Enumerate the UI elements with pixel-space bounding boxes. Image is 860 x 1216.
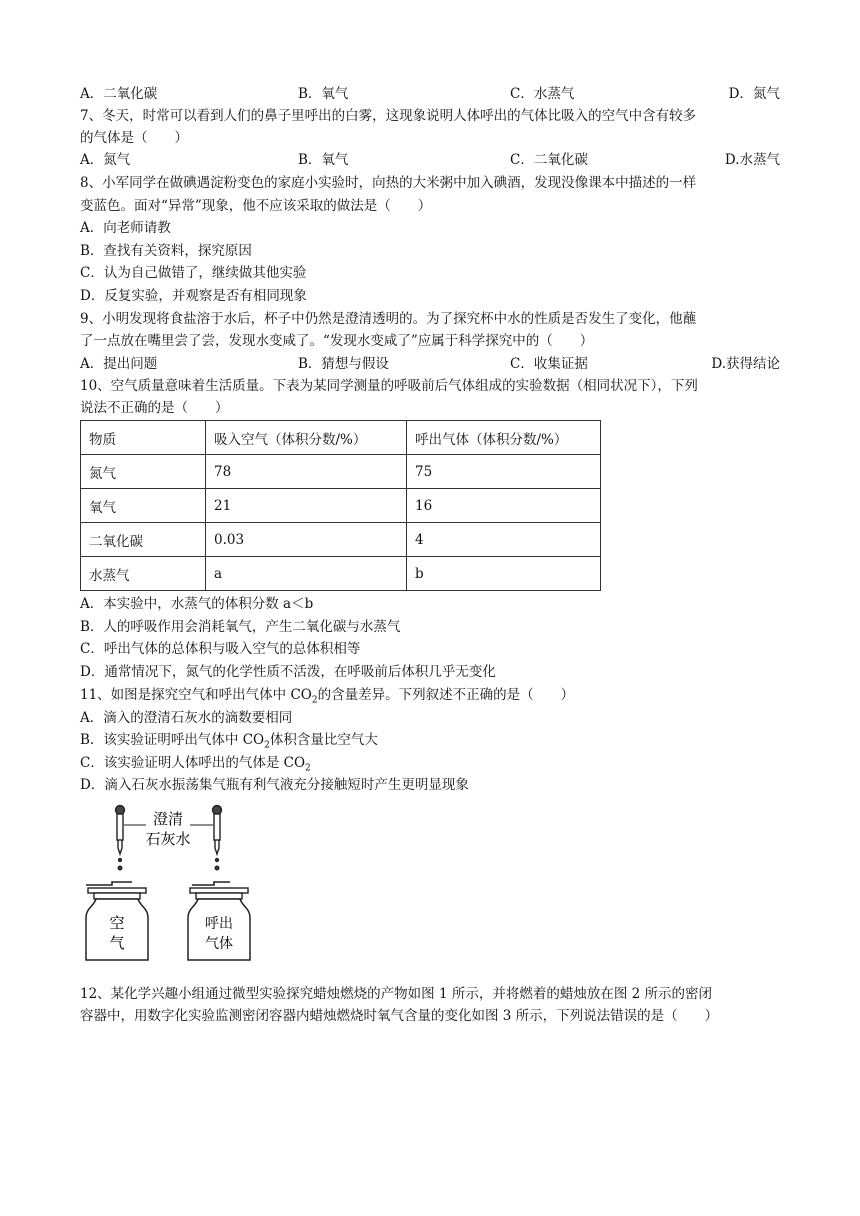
q11-option-c-sub: 2 xyxy=(305,763,311,774)
left-bottle-label-2: 气 xyxy=(109,934,125,952)
table-cell: 21 xyxy=(206,489,407,523)
q10-option-b[interactable]: B．人的呼吸作用会消耗氧气，产生二氧化碳与水蒸气 xyxy=(80,619,401,635)
q7-stem-line1: 7、冬天，时常可以看到人们的鼻子里呼出的白雾，这现象说明人体呼出的气体比吸入的空气中含有较多 xyxy=(80,108,697,124)
right-dropper-icon xyxy=(213,806,222,870)
table-row xyxy=(81,523,601,557)
right-bottle-label-2: 气体 xyxy=(205,936,233,952)
q11-option-b-post: 体积含量比空气大 xyxy=(269,732,378,748)
q9-stem-line1: 9、小明发现将食盐溶于水后，杯子中仍然是澄清透明的。为了探究杯中水的性质是否发生了变化，他蘸 xyxy=(80,311,697,327)
q11-stem-sub: 2 xyxy=(311,695,318,706)
table-row xyxy=(81,557,601,591)
q7-stem-line2: 的气体是（ ） xyxy=(80,130,188,146)
table-cell: 4 xyxy=(407,523,601,557)
limewater-label-top: 澄清 xyxy=(152,810,184,828)
q6-option-d[interactable]: D．氮气 xyxy=(728,86,780,102)
q6-option-a[interactable]: A．二氧化碳 xyxy=(80,86,158,102)
limewater-label-bottom: 石灰水 xyxy=(145,830,191,848)
right-bottle-label-1: 呼出 xyxy=(205,916,233,932)
q8-stem-line1: 8、小军同学在做碘遇淀粉变色的家庭小实验时，向热的大米粥中加入碘酒，发现没像课本中描述的一样 xyxy=(80,175,697,191)
q8-stem-line2: 变蓝色。面对“异常”现象，他不应该采取的做法是（ ） xyxy=(80,198,432,214)
q11-option-c-pre: C．该实验证明人体呼出的气体是 CO xyxy=(80,755,306,771)
q9-option-c[interactable]: C．收集证据 xyxy=(510,356,588,372)
q10-option-d[interactable]: D．通常情况下，氮气的化学性质不活泼，在呼吸前后体积几乎无变化 xyxy=(80,664,496,680)
table-cell: b xyxy=(407,557,601,591)
q6-option-c[interactable]: C．水蒸气 xyxy=(510,86,575,102)
left-dropper-icon xyxy=(116,806,125,870)
q12-stem-line2: 容器中，用数字化实验监测密闭容器内蜡烛燃烧时氧气含量的变化如图 3 所示，下列说法错误的是（ ） xyxy=(80,1008,719,1024)
q10-stem-line1: 10、空气质量意味着生活质量。下表为某同学测量的呼吸前后气体组成的实验数据（相同状况下），下列 xyxy=(80,378,698,394)
q11-option-a[interactable]: A．滴入的澄清石灰水的滴数要相同 xyxy=(80,710,293,726)
table-header-cell: 呼出气体（体积分数/%） xyxy=(407,421,601,455)
q10-option-a[interactable]: A．本实验中，水蒸气的体积分数 a＜b xyxy=(80,596,314,612)
table-header-row xyxy=(81,421,601,455)
q6-option-b[interactable]: B．氧气 xyxy=(298,86,349,102)
table-cell: 水蒸气 xyxy=(81,557,206,591)
q9-option-a[interactable]: A．提出问题 xyxy=(80,356,158,372)
q11-stem-post: 的含量差异。下列叙述不正确的是（ ） xyxy=(317,687,575,703)
q8-option-a[interactable]: A．向老师请教 xyxy=(80,220,171,236)
q9-option-b[interactable]: B．猜想与假设 xyxy=(298,356,389,372)
q7-option-d[interactable]: D.水蒸气 xyxy=(724,152,780,168)
q12-stem-line1: 12、某化学兴趣小组通过微型实验探究蜡烛燃烧的产物如图 1 所示，并将燃着的蜡烛放在图 2 所示的密闭 xyxy=(80,986,713,1002)
q9-options xyxy=(80,354,780,374)
table-row xyxy=(81,455,601,489)
limewater-experiment-figure xyxy=(80,802,280,967)
q10-stem-line2: 说法不正确的是（ ） xyxy=(80,400,229,416)
table-cell: 16 xyxy=(407,489,601,523)
q8-option-b[interactable]: B．查找有关资料，探究原因 xyxy=(80,243,252,259)
q11-option-b-sub: 2 xyxy=(264,740,270,751)
table-header-cell: 物质 xyxy=(81,421,206,455)
q8-option-d[interactable]: D．反复实验，并观察是否有相同现象 xyxy=(80,288,307,304)
q11-option-b[interactable] xyxy=(80,730,378,756)
q7-options xyxy=(80,150,780,170)
table-cell: 78 xyxy=(206,455,407,489)
q8-option-c[interactable]: C．认为自己做错了，继续做其他实验 xyxy=(80,265,307,281)
q9-option-d[interactable]: D.获得结论 xyxy=(711,356,780,372)
q11-stem-pre: 11、如图是探究空气和呼出气体中 CO xyxy=(80,687,312,703)
table-cell: 0.03 xyxy=(206,523,407,557)
gas-composition-table xyxy=(80,420,601,591)
q11-option-d[interactable]: D．滴入石灰水振荡集气瓶有利气液充分接触短时产生更明显现象 xyxy=(80,777,469,793)
table-header-cell: 吸入空气（体积分数/%） xyxy=(206,421,407,455)
table-cell: a xyxy=(206,557,407,591)
q9-stem-line2: 了一点放在嘴里尝了尝，发现水变咸了。“发现水变咸了”应属于科学探究中的（ ） xyxy=(80,333,594,349)
q11-stem xyxy=(80,685,574,711)
table-row xyxy=(81,489,601,523)
q7-option-b[interactable]: B．氧气 xyxy=(298,152,349,168)
q11-option-b-pre: B．该实验证明呼出气体中 CO xyxy=(80,732,265,748)
q6-options xyxy=(80,84,780,104)
table-cell: 二氧化碳 xyxy=(81,523,206,557)
left-bottle-label-1: 空 xyxy=(109,914,125,932)
q7-option-c[interactable]: C．二氧化碳 xyxy=(510,152,588,168)
q7-option-a[interactable]: A．氮气 xyxy=(80,152,131,168)
table-cell: 氧气 xyxy=(81,489,206,523)
table-cell: 75 xyxy=(407,455,601,489)
table-cell: 氮气 xyxy=(81,455,206,489)
q10-option-c[interactable]: C．呼出气体的总体积与吸入空气的总体积相等 xyxy=(80,641,361,657)
